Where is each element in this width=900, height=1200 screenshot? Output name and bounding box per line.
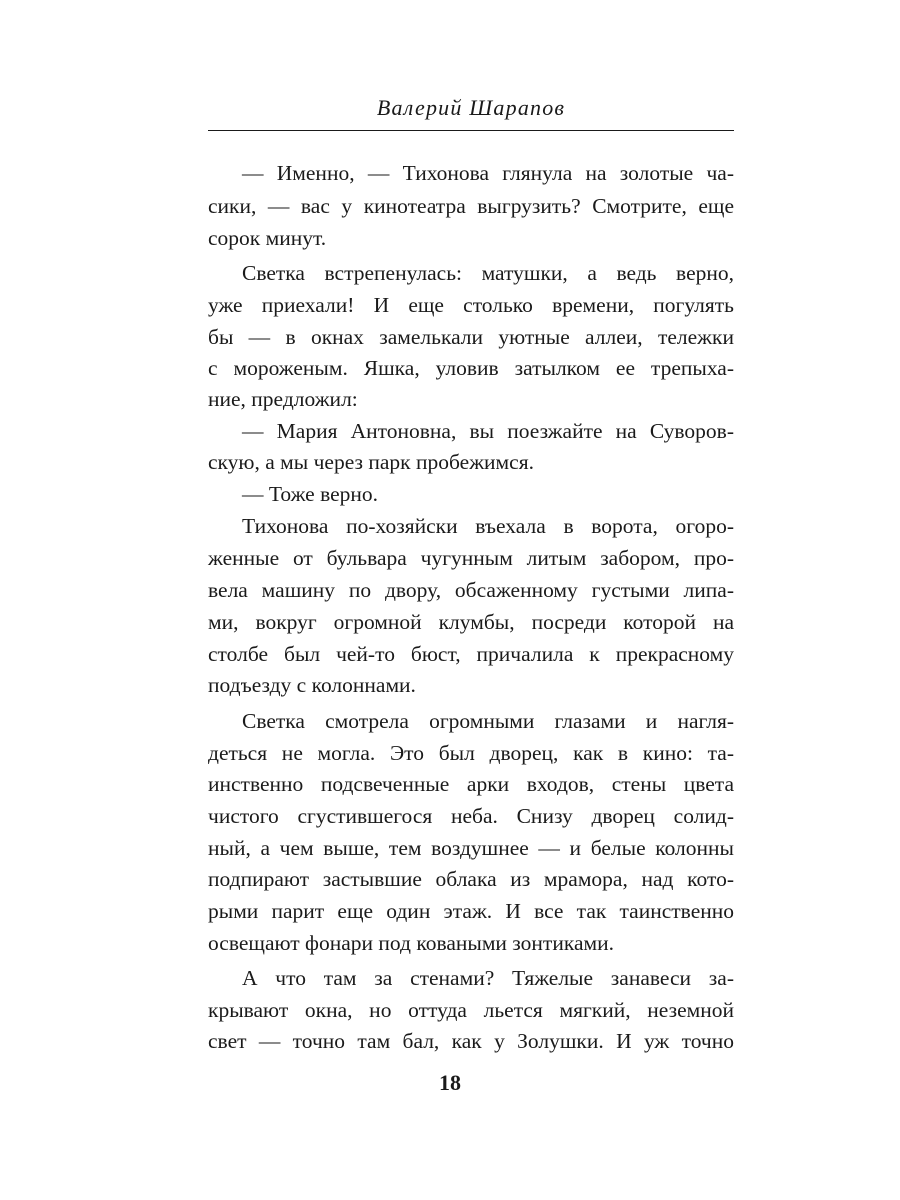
text-line: ние, предложил: (208, 387, 358, 411)
text-line: — Тоже верно. (242, 482, 379, 506)
text-line: сорок минут. (208, 226, 327, 250)
text-line: Тихонова по-хозяйски въехала в ворота, огоро- (242, 514, 734, 538)
text-line: Светка смотрела огромными глазами и нагля- (242, 709, 734, 733)
text-line: А что там за стенами? Тяжелые занавеси за- (242, 966, 734, 990)
text-line: — Мария Антоновна, вы поезжайте на Суворов- (242, 419, 734, 443)
running-head-author: Валерий Шарапов (376, 95, 566, 120)
text-line: ми, вокруг огромной клумбы, посреди которой на (208, 610, 734, 634)
text-line: подъезду с колоннами. (208, 673, 416, 697)
text-line: инственно подсвеченные арки входов, стены цвета (208, 772, 734, 796)
text-line: ный, а чем выше, тем воздушнее — и белые колонны (208, 836, 734, 860)
text-line: уже приехали! И еще столько времени, погулять (208, 293, 734, 317)
text-line: Светка встрепенулась: матушки, а ведь верно, (242, 261, 734, 285)
text-line: вела машину по двору, обсаженному густыми липа- (208, 578, 734, 602)
text-line: бы — в окнах замелькали уютные аллеи, тележки (208, 325, 734, 349)
text-line: столбе был чей-то бюст, причалила к прекрасному (208, 642, 734, 666)
text-line: — Именно, — Тихонова глянула на золотые ча- (242, 161, 734, 185)
text-line: скую, а мы через парк пробежимся. (208, 450, 534, 474)
text-line: чистого сгустившегося неба. Снизу дворец солид- (208, 804, 734, 828)
text-line: свет — точно там бал, как у Золушки. И уж точно (208, 1029, 734, 1053)
text-line: с мороженым. Яшка, уловив затылком ее трепыха- (208, 356, 734, 380)
text-line: подпирают застывшие облака из мрамора, над кото- (208, 867, 734, 891)
text-line: крывают окна, но оттуда льется мягкий, неземной (208, 998, 734, 1022)
header-rule (208, 130, 734, 131)
text-line: рыми парит еще один этаж. И все так таинственно (208, 899, 734, 923)
text-line: освещают фонари под коваными зонтиками. (208, 931, 614, 955)
text-line: женные от бульвара чугунным литым забором, про- (208, 546, 734, 570)
text-line: деться не могла. Это был дворец, как в кино: та- (208, 741, 734, 765)
page-number: 18 (439, 1070, 461, 1095)
text-line: сики, — вас у кинотеатра выгрузить? Смотрите, еще (208, 194, 734, 218)
